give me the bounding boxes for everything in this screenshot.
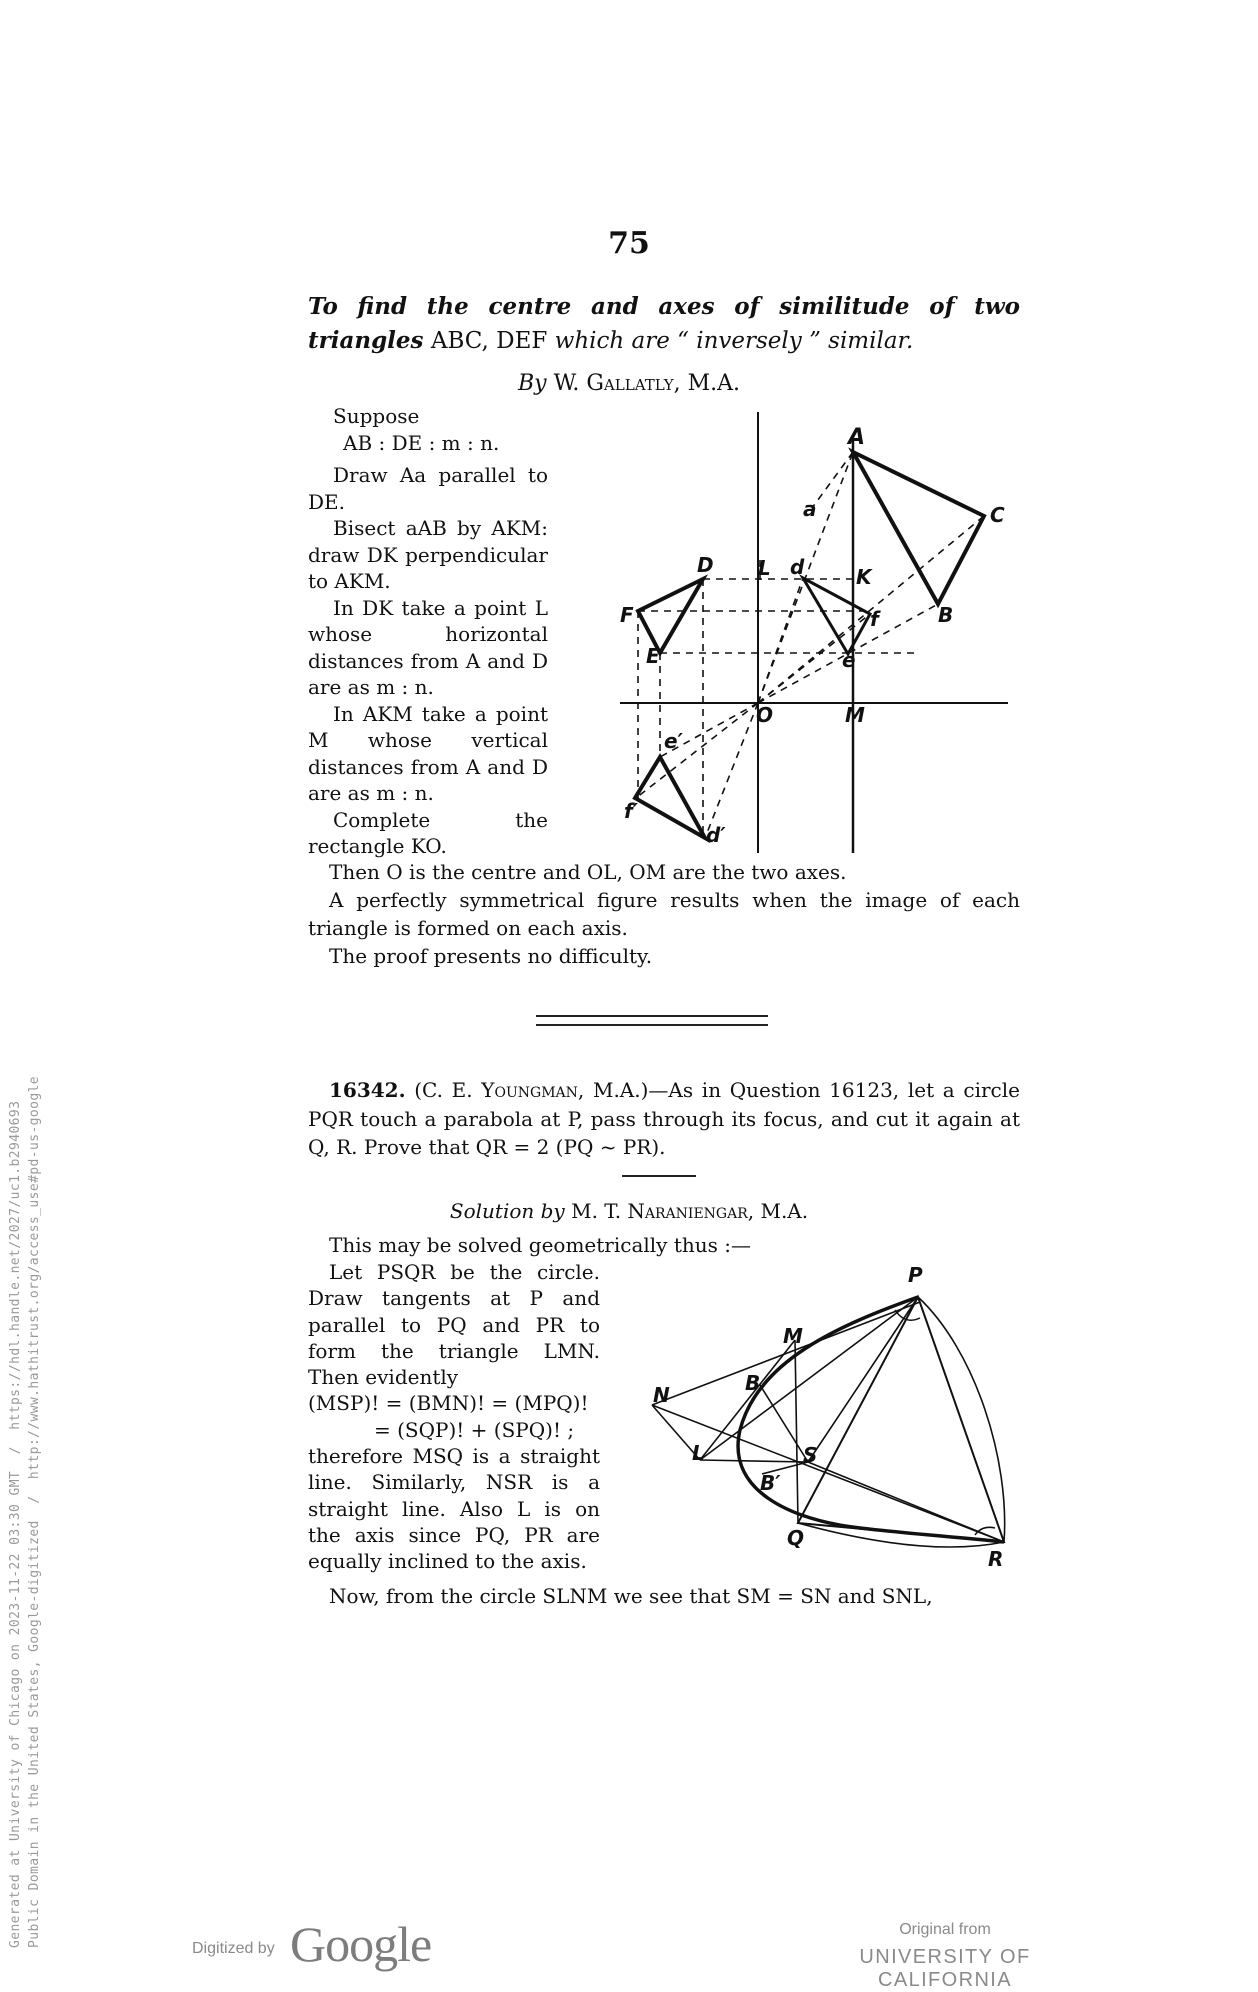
paragraph: therefore MSQ is a straight line. Similarly, NSR is a straight line. Also L is on the axis since PQ, PR are equally inclined to the axis.: [308, 1444, 600, 1574]
label-d-prime: d′: [706, 823, 726, 847]
digitized-by-text: Digitized by: [192, 1940, 275, 1957]
parabola-circle-figure: [640, 1255, 1020, 1585]
label-e-prime: e′: [664, 729, 683, 753]
paragraph: Bisect aAB by AKM: draw DK perpendicular to AKM.: [308, 516, 548, 593]
label-b: B: [745, 1371, 761, 1395]
solution-byline: [0, 1199, 1258, 1223]
label-q: Q: [787, 1526, 805, 1550]
label-e-small: e: [842, 648, 856, 672]
label-d-small: d: [790, 555, 805, 579]
paragraph: In AKM take a point M whose vertical distances from A and D are as m : n.: [308, 701, 548, 805]
label-c: C: [990, 503, 1005, 527]
paragraph: In DK take a point L whose horizontal distances from A and D are as m : n.: [308, 595, 548, 699]
parabola-curve: [738, 1297, 1004, 1542]
paragraph: Now, from the circle SLNM we see that SM = SN and SNL,: [329, 1584, 933, 1608]
paragraph: Suppose: [333, 404, 420, 428]
article-conclusion: [308, 858, 1020, 970]
solution-continuation: [308, 1582, 1020, 1610]
solver-name: M. T. Naraniengar, M.A.: [571, 1199, 809, 1223]
label-f-prime: f′: [624, 799, 638, 823]
label-p: P: [908, 1263, 923, 1287]
label-d: D: [697, 553, 714, 577]
equation-line: = (SQP)! + (SPQ)! ;: [374, 1417, 575, 1442]
paragraph: AB : DE : m : n.: [343, 430, 500, 455]
label-f-small: f: [870, 607, 879, 631]
article-byline: [0, 371, 1258, 396]
paragraph: A perfectly symmetrical figure results when the image of each triangle is formed on each axis.: [308, 888, 1020, 940]
label-a-small: a: [803, 497, 817, 521]
article-left-column: [308, 403, 548, 860]
double-rule: [536, 1015, 768, 1026]
label-b-prime: B′: [760, 1471, 781, 1495]
paragraph: Draw Aa parallel to DE.: [308, 463, 548, 514]
triangle-def-image-upper: [803, 578, 870, 654]
separator-rule: [622, 1175, 696, 1177]
paragraph: The proof presents no difficulty.: [329, 944, 653, 968]
label-b: B: [938, 603, 954, 627]
page-number: 75: [608, 226, 650, 261]
watermark-line-2: Public Domain in the United States, Google-digitized / http://www.hathitrust.org/access_use#pd-us-google: [27, 1075, 42, 1948]
google-logo: Google: [290, 1916, 432, 1972]
label-m: M: [845, 703, 865, 727]
paragraph: Then O is the centre and OL, OM are the two axes.: [329, 860, 847, 884]
label-n: N: [653, 1383, 670, 1407]
question-text: —As in Question 16123, let a circle PQR touch a parabola at P, pass through its focus, and cut it again at Q, R. Prove that QR = 2 (PQ ~ PR).: [308, 1078, 1020, 1159]
label-o: O: [756, 703, 774, 727]
solution-by-word: Solution by: [449, 1199, 565, 1223]
question-proposer: (C. E. Youngman, M.A.): [414, 1078, 649, 1102]
triangle-abc: [853, 452, 984, 604]
label-s: S: [803, 1443, 818, 1467]
by-word: By: [518, 371, 547, 396]
solution-left-column: [308, 1259, 600, 1575]
paragraph: Let PSQR be the circle. Draw tangents at P and parallel to PQ and PR to form the triangle LMN. Then evidently: [308, 1260, 600, 1390]
triangle-def: [638, 579, 703, 653]
title-part-2: ABC, DEF: [430, 328, 548, 354]
label-k: K: [856, 565, 872, 589]
label-m: M: [783, 1324, 803, 1348]
article-title: [308, 290, 1020, 358]
access-watermark: [6, 1076, 44, 1948]
solution-intro: This may be solved geometrically thus :—: [329, 1233, 751, 1257]
paragraph: Complete the rectangle KO.: [308, 807, 548, 858]
institution-name: UNIVERSITY OF CALIFORNIA: [859, 1946, 1031, 1991]
original-from-text: Original from: [899, 1921, 991, 1938]
equation-line: (MSP)! = (BMN)! = (MPQ)!: [308, 1391, 589, 1416]
label-f: F: [620, 603, 634, 627]
label-a: A: [848, 425, 866, 450]
label-l: L: [692, 1441, 705, 1465]
label-r: R: [988, 1547, 1004, 1571]
similitude-figure: [600, 400, 1020, 860]
watermark-line-1: Generated at University of Chicago on 2023-11-22 03:30 GMT / https://hdl.handle.net/2027/uc1.b2940693: [8, 1100, 23, 1948]
label-e: E: [646, 644, 660, 668]
title-part-1: To find the centre and axes of similitude of two triangles: [308, 293, 1020, 354]
question-number: 16342.: [329, 1078, 406, 1102]
question-16342: [308, 1076, 1020, 1162]
triangle-def-image-lower: [635, 757, 705, 838]
title-part-3: which are “ inversely ” similar.: [554, 328, 914, 354]
label-l: L: [758, 556, 771, 580]
article-author: W. Gallatly, M.A.: [553, 371, 740, 396]
